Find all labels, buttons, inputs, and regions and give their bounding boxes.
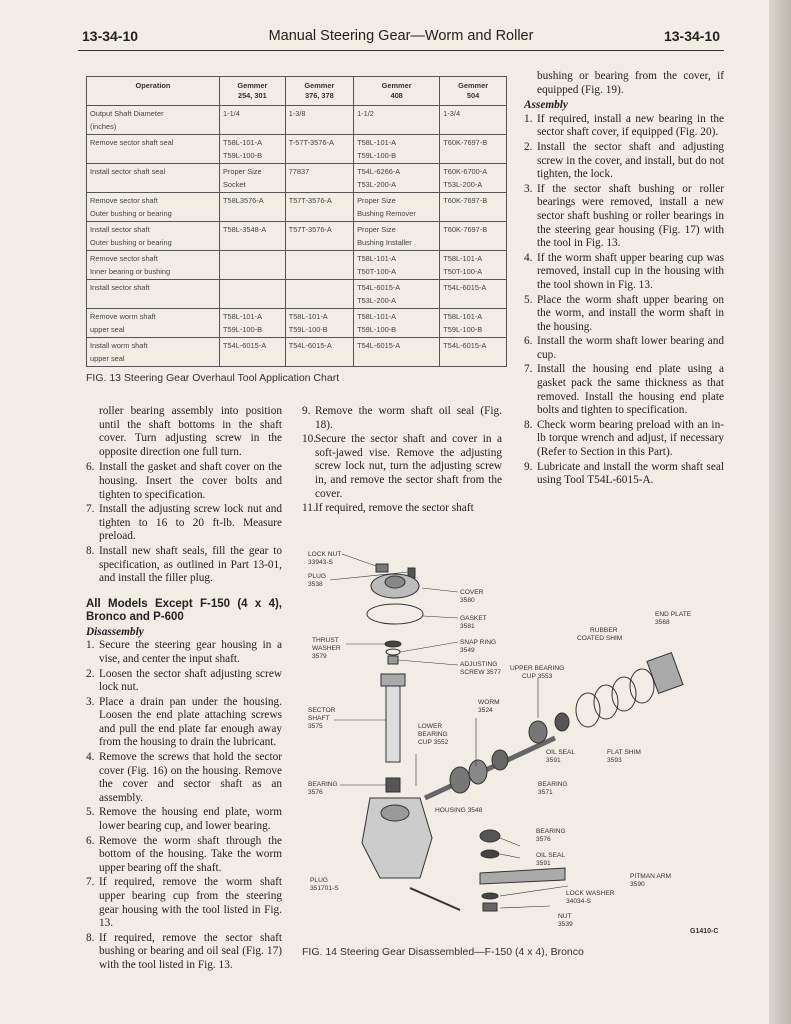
procedure-step xyxy=(524,294,724,335)
tool-cell: T58L-101-A T59L-100-B xyxy=(220,309,286,338)
label-worm: WORM xyxy=(478,699,500,706)
table-row xyxy=(87,106,507,135)
tool-cell: T60K-6700-A T53L-200-A xyxy=(440,164,507,193)
step-text: Remove the screws that hold the sector cover (Fig. 16) on the housing. Remove the cover and sector shaft as an assembly. xyxy=(99,751,282,804)
table-header-cell: Gemmer 504 xyxy=(440,77,507,106)
table-row xyxy=(87,251,507,280)
label-plug-bottom: PLUG xyxy=(310,877,328,884)
step-number: 1. xyxy=(86,639,95,652)
procedure-step xyxy=(86,545,282,586)
tool-cell: T58L-101-A T59L-100-B xyxy=(354,309,440,338)
tool-cell: 1-3/8 xyxy=(285,106,353,135)
tool-cell xyxy=(220,251,286,280)
tool-cell: T54L-6015-A xyxy=(220,338,286,367)
label-pitman-arm: PITMAN ARM xyxy=(630,873,672,880)
tool-application-table xyxy=(86,76,507,367)
step-number: 11. xyxy=(302,502,316,515)
page-number-right: 13-34-10 xyxy=(663,28,720,44)
shim-4-part xyxy=(630,669,654,703)
label-lock-washer: LOCK WASHER xyxy=(566,890,615,897)
tool-cell: T-57T-3576-A xyxy=(285,135,353,164)
label-lock-washer-no: 34034-S xyxy=(566,898,591,905)
table-header-cell: Gemmer 254, 301 xyxy=(220,77,286,106)
step-number: 8. xyxy=(86,544,95,557)
procedure-step xyxy=(86,806,282,833)
label-cover-no: 3580 xyxy=(460,597,475,604)
bearing-bottom-part xyxy=(480,830,500,842)
label-housing: HOUSING 3548 xyxy=(435,807,483,814)
tool-cell: T58L-101-A T59L-100-B xyxy=(354,135,440,164)
lock-nut-part xyxy=(376,564,388,572)
label-snap-no: 3549 xyxy=(460,647,475,654)
tool-cell: Proper Size Bushing Installer xyxy=(354,222,440,251)
operation-cell: Remove sector shaft Inner bearing or bushing xyxy=(87,251,220,280)
tool-cell: T54L-6015-A xyxy=(285,338,353,367)
step-number: 4. xyxy=(524,251,533,264)
label-shaft: SHAFT xyxy=(308,715,330,722)
label-lower-bearing: BEARING xyxy=(418,731,448,738)
step-text: If required, install a new bearing in the sector shaft cover, if equipped (Fig. 20). xyxy=(537,112,724,139)
diagram-parts xyxy=(362,564,683,911)
step-text: If required, remove the sector shaft bushing or bearing and oil seal (Fig. 17) with the tool listed in Fig. 13. xyxy=(99,931,282,971)
procedure-step xyxy=(524,363,724,417)
procedure-step xyxy=(86,835,282,876)
tool-cell: T54L-6015-A xyxy=(440,338,507,367)
shim-1-part xyxy=(576,693,600,727)
step-number: 5. xyxy=(524,293,533,306)
step-text: Loosen the sector shaft adjusting screw lock nut. xyxy=(99,667,282,694)
nut-part xyxy=(483,903,497,911)
middle-steps xyxy=(302,405,502,516)
step-text: Secure the steering gear housing in a vise, and center the input shaft. xyxy=(99,639,282,665)
step-number: 7. xyxy=(86,876,95,889)
label-bearing-left-no: 3576 xyxy=(308,789,323,796)
label-worm-no: 3524 xyxy=(478,707,493,714)
oil-seal-part xyxy=(555,713,569,731)
tool-cell: T58L-3548-A xyxy=(220,222,286,251)
label-thrust: THRUST xyxy=(312,637,339,644)
step-text: Install the worm shaft lower bearing and cup. xyxy=(537,335,724,361)
label-sector: SECTOR xyxy=(308,707,336,714)
tool-cell xyxy=(220,280,286,309)
fig14-exploded-diagram xyxy=(300,548,725,928)
tool-cell: T60K-7697-B xyxy=(440,193,507,222)
procedure-step xyxy=(524,113,724,140)
tool-cell: Proper Size Bushing Remover xyxy=(354,193,440,222)
table-header-cell: Operation xyxy=(87,77,220,106)
procedure-step xyxy=(86,876,282,930)
middle-column xyxy=(302,405,502,517)
step-text: Install new shaft seals, fill the gear to specification, as outlined in Part 13-01, and install the filler plug. xyxy=(99,544,282,585)
label-plug-bottom-no: 351701-S xyxy=(310,885,339,892)
procedure-step xyxy=(86,932,282,973)
step-number: 4. xyxy=(86,751,95,764)
operation-cell: Remove worm shaft upper seal xyxy=(87,309,220,338)
tool-cell xyxy=(285,280,353,309)
label-lower: LOWER xyxy=(418,723,443,730)
label-oil-seal-no: 3591 xyxy=(546,757,561,764)
table-row xyxy=(87,135,507,164)
step-text: Install the housing end plate using a gasket pack the same thickness as that removed. Install the housing end plate bolts and tighten to specification. xyxy=(537,363,724,417)
procedure-step xyxy=(524,141,724,182)
bearing-left-part xyxy=(386,778,400,792)
right-column xyxy=(524,70,724,489)
table-header-cell: Gemmer 376, 378 xyxy=(285,77,353,106)
procedure-step xyxy=(524,183,724,251)
page-binding-edge xyxy=(769,0,791,1024)
step-number: 6. xyxy=(86,461,95,474)
left-column xyxy=(86,405,282,974)
tool-cell: T60K-7697-B xyxy=(440,222,507,251)
label-upper-bearing: UPPER BEARING xyxy=(510,665,565,672)
pitman-arm-part xyxy=(480,868,565,884)
step-text: Remove the worm shaft oil seal (Fig. 18). xyxy=(315,405,502,431)
tool-cell: 1-1/4 xyxy=(220,106,286,135)
label-rubber: RUBBER xyxy=(590,627,618,634)
procedure-step xyxy=(86,751,282,805)
tool-cell: T58L-101-A T59L-100-B xyxy=(220,135,286,164)
lower-bearing-part xyxy=(492,750,508,770)
thrust-washer-part xyxy=(385,641,401,647)
tool-cell: T54L-6015-A xyxy=(440,280,507,309)
label-snap-ring: SNAP RING xyxy=(460,639,497,646)
step-number: 7. xyxy=(86,503,95,516)
label-pitman-arm-no: 3590 xyxy=(630,881,645,888)
step-number: 7. xyxy=(524,363,533,376)
step-number: 9. xyxy=(524,460,533,473)
left-steps xyxy=(86,461,282,585)
label-upper-cup: CUP 3553 xyxy=(522,673,553,680)
operation-cell: Install sector shaft seal xyxy=(87,164,220,193)
label-plug: PLUG xyxy=(308,573,326,580)
tool-cell: T58L-101-A T59L-100-B xyxy=(440,309,507,338)
table-header-row xyxy=(87,77,507,106)
step-number: 2. xyxy=(86,667,95,680)
label-gasket-no: 3581 xyxy=(460,623,475,630)
label-nut-no: 3539 xyxy=(558,921,573,928)
procedure-step xyxy=(86,503,282,544)
label-thrust-no: 3579 xyxy=(312,653,327,660)
step-text: If the worm shaft upper bearing cup was removed, install cup in the housing with the tool shown in Fig. 13. xyxy=(537,251,724,291)
operation-cell: Output Shaft Diameter (inches) xyxy=(87,106,220,135)
procedure-step xyxy=(524,461,724,488)
label-sector-no: 3575 xyxy=(308,723,323,730)
step-text: Install the sector shaft and adjusting screw in the cover, and install, but do not tighten, the lock. xyxy=(537,140,724,181)
fig14-caption: FIG. 14 Steering Gear Disassembled—F-150 (4 x 4), Bronco xyxy=(302,946,584,958)
procedure-step xyxy=(302,405,502,432)
worm-shaft-part xyxy=(425,738,555,798)
table-header-cell: Gemmer 408 xyxy=(354,77,440,106)
gasket-part xyxy=(367,604,423,624)
figure-id: G1410-C xyxy=(690,928,719,935)
table-row xyxy=(87,193,507,222)
operation-cell: Install sector shaft Outer bushing or bearing xyxy=(87,222,220,251)
label-washer: WASHER xyxy=(312,645,341,652)
step-number: 9. xyxy=(302,405,311,417)
step-number: 3. xyxy=(86,695,95,708)
label-end-plate-no: 3568 xyxy=(655,619,670,626)
operation-cell: Install sector shaft xyxy=(87,280,220,309)
step-number: 1. xyxy=(524,112,533,125)
label-bearing-right: BEARING xyxy=(538,781,568,788)
label-lower-cup: CUP 3552 xyxy=(418,739,449,746)
tool-cell: T58L3576-A xyxy=(220,193,286,222)
procedure-step xyxy=(302,433,502,501)
operation-cell: Remove sector shaft Outer bushing or bearing xyxy=(87,193,220,222)
left-intro: roller bearing assembly into position until the shaft bottoms in the shaft cover. Turn adjusting screw in the opposite direction one full turn. xyxy=(99,405,282,458)
housing-bore-part xyxy=(381,805,409,821)
page-number-left: 13-34-10 xyxy=(82,28,139,44)
page-title: Manual Steering Gear—Worm and Roller xyxy=(268,28,534,44)
procedure-step xyxy=(302,502,502,516)
cover-boss-part xyxy=(385,576,405,588)
label-lock-nut-no: 33943-S xyxy=(308,559,333,566)
operation-cell: Remove sector shaft seal xyxy=(87,135,220,164)
label-bearing-bottom-no: 3576 xyxy=(536,836,551,843)
step-number: 6. xyxy=(524,335,533,348)
procedure-step xyxy=(86,639,282,666)
disassembly-steps xyxy=(86,639,282,972)
step-text: Place a drain pan under the housing. Loosen the end plate attaching screws and pull the end plate far enough away from the housing to drain the lubricant. xyxy=(99,695,282,749)
procedure-step xyxy=(86,461,282,502)
procedure-step xyxy=(524,335,724,362)
label-oil-seal-bottom-no: 3591 xyxy=(536,860,551,867)
label-nut: NUT xyxy=(558,913,572,920)
tool-cell: 77837 xyxy=(285,164,353,193)
label-oil-seal: OIL SEAL xyxy=(546,749,576,756)
tool-cell: 1-3/4 xyxy=(440,106,507,135)
procedure-step xyxy=(524,419,724,460)
fig13-caption: FIG. 13 Steering Gear Overhaul Tool Application Chart xyxy=(86,372,340,384)
label-gasket: GASKET xyxy=(460,615,487,622)
snap-ring-part xyxy=(386,649,400,655)
table-row xyxy=(87,309,507,338)
step-text: Remove the worm shaft through the bottom of the housing. Take the worm upper bearing off the shaft. xyxy=(99,834,282,874)
label-screw: SCREW 3577 xyxy=(460,669,502,676)
tool-cell: T54L-6266-A T53L-200-A xyxy=(354,164,440,193)
tool-cell: 1-1/2 xyxy=(354,106,440,135)
disassembly-subheading: Disassembly xyxy=(86,625,144,638)
table-row xyxy=(87,164,507,193)
step-number: 6. xyxy=(86,834,95,847)
label-plug-no: 3538 xyxy=(308,581,323,588)
step-number: 8. xyxy=(524,418,533,431)
label-adjusting: ADJUSTING xyxy=(460,661,498,668)
tool-cell: T58L-101-A T50T-100-A xyxy=(354,251,440,280)
label-bearing-left: BEARING xyxy=(308,781,338,788)
right-intro: bushing or bearing from the cover, if equipped (Fig. 19). xyxy=(537,70,724,96)
step-text: Secure the sector shaft and cover in a soft-jawed vise. Remove the adjusting screw lock nut, turn the adjusting screw in, and remove the sector shaft from the cover. xyxy=(315,433,502,500)
tool-cell: Proper Size Socket xyxy=(220,164,286,193)
tool-cell: T54L-6015-A xyxy=(354,338,440,367)
sector-shaft-part xyxy=(386,674,400,762)
step-text: If required, remove the sector shaft xyxy=(315,502,474,515)
lock-washer-part xyxy=(482,893,498,899)
step-number: 10. xyxy=(302,433,317,446)
procedure-step xyxy=(524,252,724,293)
shim-3-part xyxy=(612,677,636,711)
label-bearing-bottom: BEARING xyxy=(536,828,566,835)
worm-part-2 xyxy=(469,760,487,784)
step-text: If the sector shaft bushing or roller bearings were removed, install a new sector shaft bushing or roller bearings in the steering gear housing (Fig. 17) with the tool in Fig. 13. xyxy=(537,182,724,250)
plug-bottom-part xyxy=(410,888,460,910)
label-cover: COVER xyxy=(460,589,484,596)
step-text: If required, remove the worm shaft upper bearing cup from the steering gear housing with the tool listed in Fig. 13. xyxy=(99,876,282,930)
assembly-steps xyxy=(524,113,724,488)
step-number: 3. xyxy=(524,182,533,195)
section-heading: All Models Except F-150 (4 x 4), Bronco and P-600 xyxy=(86,597,282,623)
tool-cell: T58L-101-A T50T-100-A xyxy=(440,251,507,280)
step-number: 2. xyxy=(524,140,533,153)
operation-cell: Install worm shaft upper seal xyxy=(87,338,220,367)
label-bearing-right-no: 3571 xyxy=(538,789,553,796)
upper-bearing-cup-part xyxy=(529,721,547,743)
step-text: Install the adjusting screw lock nut and tighten to 16 to 20 ft-lb. Measure preload. xyxy=(99,503,282,543)
label-coated-shim: COATED SHIM xyxy=(577,635,623,642)
shim-2-part xyxy=(594,685,618,719)
step-text: Lubricate and install the worm shaft seal using Tool T54L-6015-A. xyxy=(537,460,724,487)
worm-part xyxy=(450,767,470,793)
step-number: 5. xyxy=(86,806,95,819)
procedure-step xyxy=(86,668,282,695)
label-flat-shim: FLAT SHIM xyxy=(607,749,641,756)
adjusting-screw-part xyxy=(388,656,398,664)
table-row xyxy=(87,222,507,251)
label-end-plate: END PLATE xyxy=(655,611,692,618)
sector-gear-part xyxy=(381,674,405,686)
assembly-subheading: Assembly xyxy=(524,99,568,112)
label-lock-nut: LOCK NUT xyxy=(308,551,342,558)
table-row xyxy=(87,338,507,367)
procedure-step xyxy=(86,696,282,750)
step-text: Place the worm shaft upper bearing on the worm, and install the worm shaft in the housing. xyxy=(537,293,724,333)
tool-cell: T58L-101-A T59L-100-B xyxy=(285,309,353,338)
label-flat-shim-no: 3593 xyxy=(607,757,622,764)
step-text: Install the gasket and shaft cover on the housing. Insert the cover bolts and tighten to specification. xyxy=(99,461,282,501)
step-number: 8. xyxy=(86,931,95,944)
label-oil-seal-bottom: OIL SEAL xyxy=(536,852,566,859)
tool-cell: T57T-3576-A xyxy=(285,222,353,251)
step-text: Remove the housing end plate, worm lower bearing cup, and lower bearing. xyxy=(99,806,282,833)
end-plate-part xyxy=(647,653,683,694)
page-header xyxy=(78,24,724,51)
step-text: Check worm bearing preload with an in-lb torque wrench and adjust, if necessary (Refer to Section in this Part). xyxy=(537,418,724,459)
oil-seal-bottom-part xyxy=(481,850,499,858)
tool-cell xyxy=(285,251,353,280)
tool-cell: T60K-7697-B xyxy=(440,135,507,164)
tool-cell: T57T-3576-A xyxy=(285,193,353,222)
table-row xyxy=(87,280,507,309)
tool-cell: T54L-6015-A T53L-200-A xyxy=(354,280,440,309)
